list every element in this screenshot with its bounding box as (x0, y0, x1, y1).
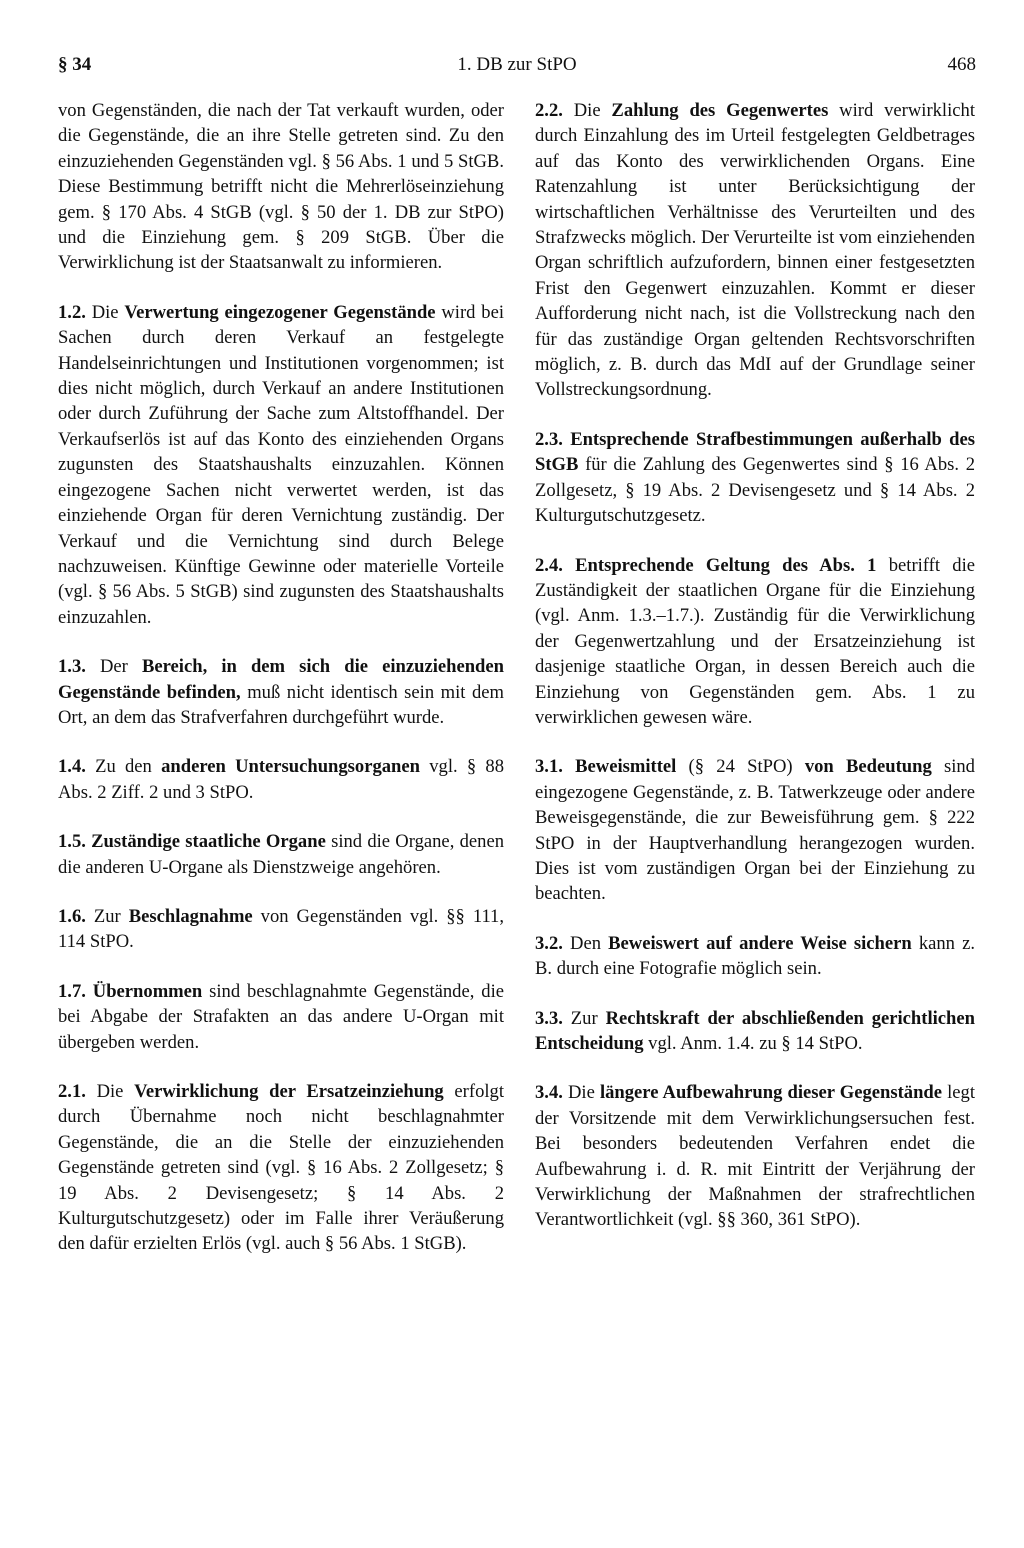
paragraph-text: von Gegenständen, die nach der Tat verkauft wurden, oder die Gegenstände, die an ihre Stelle getreten sind. Zu den einzuziehenden Gegenständen vgl. § 56 Abs. 1 und 5 StGB. Diese Bestimmung betrifft nicht die Mehrerlöseinziehung gem. § 170 Abs. 4 StGB (vgl. § 50 der 1. DB zur StPO) und die Einziehung gem. § 209 StGB. Über die Verwirklichung ist der Staatsanwalt zu informieren. (58, 100, 504, 274)
annotation-paragraph (58, 904, 504, 955)
bold-term: von Bedeutung (804, 756, 932, 778)
annotation-paragraph (535, 427, 975, 529)
paragraph-text (563, 555, 575, 576)
paragraph-text: Die (562, 1082, 600, 1104)
page-header (58, 50, 976, 80)
paragraph-text: für die Zahlung des Gegenwertes sind § 16 Abs. 2 Zollgesetz, § 19 Abs. 2 Devisengesetz und § 14 Abs. 2 Kulturgutschutzgesetz. (535, 454, 975, 527)
bold-term: 2.3. (535, 428, 563, 450)
annotation-paragraph (58, 98, 504, 276)
paragraph-text: Die (85, 301, 125, 323)
left-column (58, 98, 504, 1281)
bold-term: 3.1. (535, 756, 563, 778)
bold-term: 2.4. (535, 554, 563, 576)
page-number: 468 (947, 54, 976, 75)
bold-term: Übernommen (92, 980, 203, 1002)
annotation-paragraph (535, 98, 975, 403)
annotation-paragraph (535, 754, 975, 906)
paragraph-text: vgl. Anm. 1.4. zu § 14 StPO. (643, 1033, 863, 1054)
bold-term: 2.2. (535, 100, 563, 121)
paragraph-text: Der (85, 656, 142, 678)
bold-term: 1.2. (58, 301, 86, 323)
right-column (535, 98, 975, 1257)
bold-term: 3.3. (535, 1007, 563, 1029)
paragraph-text: sind beschlagnahmte Gegenstände, die bei Abgabe der Strafakten an das andere U-Organ mit übergeben werden. (58, 980, 504, 1053)
bold-term: 3.2. (535, 932, 563, 954)
paragraph-text: wird bei Sachen durch deren Verkauf an festgelegte Handelseinrichtungen und Institutionen vorgenommen; ist dies nicht möglich, durch Verkauf an andere Institutionen oder durch Zuführung der Sache zum Altstoffhandel. Der Verkaufserlös ist auf das Konto des einziehenden Organs zugunsten des Staatshaushalts einzuzahlen. Können eingezogene Sachen nicht verwertet werden, ist das einziehende Organ für deren Vernichtung zuständig. Der Verkauf und die Vernichtung sind durch Belege nachzuweisen. Künftige Gewinne oder materielle Vorteile (vgl. § 56 Abs. 5 StGB) sind zugunsten des Staatshaushalts einzuzahlen. (58, 301, 504, 628)
bold-term: Beschlagnahme (128, 905, 253, 927)
bold-term: Zuständige staatliche Organe (91, 831, 326, 853)
paragraph-text: Den (562, 932, 609, 954)
bold-term: längere Aufbewahrung dieser Gegenstände (599, 1082, 943, 1104)
annotation-paragraph (535, 1080, 975, 1232)
annotation-paragraph (535, 553, 975, 731)
bold-term: Zahlung des Gegenwertes (611, 100, 829, 121)
bold-term: 2.1. (58, 1081, 86, 1102)
bold-term: 1.6. (58, 905, 86, 927)
paragraph-text: von Gegenständen vgl. §§ 111, 114 StPO. (58, 905, 504, 953)
bold-term: Rechtskraft der abschließenden gerichtlichen Entscheidung (535, 1007, 975, 1054)
bold-term: Verwertung eingezogener Gegenstände (124, 301, 436, 323)
annotation-paragraph (58, 979, 504, 1055)
bold-term: 1.5. (58, 831, 86, 853)
paragraph-text: sind eingezogene Gegenstände, z. B. Tatwerkzeuge oder andere Beweisgegenstände, die zur Beweisführung gem. § 222 StPO in der Hauptverhandlung herangezogen wurden. Dies ist vom zuständigen Organ bei der Einziehung zu beachten. (535, 756, 975, 905)
bold-term: Entsprechende Strafbestimmungen außerhalb des StGB (535, 428, 975, 476)
bold-term: anderen Untersuchungsorganen (161, 756, 420, 778)
bold-term: 1.4. (58, 756, 86, 778)
paragraph-text: betrifft die Zuständigkeit der staatlichen Organe für die Einziehung (vgl. Anm. 1.3.–1.7.). Zuständig für die Verwirklichung der Gegenwertzahlung und der Ersatzeinziehung ist dasjenige staatliche Organ, in dessen Bereich auch die Einziehung von Gegenständen gem. Abs. 1 zu verwirklichen gewesen wäre. (535, 554, 975, 728)
paragraph-text: legt der Vorsitzende mit dem Verwirklichungsersuchen fest. Bei besonders bedeutenden Verfahren endet die Aufbewahrung i. d. R. mit Eintritt der Verjährung der Verwirklichung der Maßnahmen der strafrechtlichen Verantwortlichkeit (vgl. §§ 360, 361 StPO). (535, 1082, 975, 1231)
annotation-paragraph (58, 654, 504, 730)
bold-term: Bereich, in dem sich die einzuziehenden Gegenstände befinden, (58, 656, 504, 703)
paragraph-text: sind die Organe, denen die anderen U-Organe als Dienstzweige angehören. (58, 831, 504, 878)
bold-term: Entsprechende Geltung des Abs. 1 (575, 554, 877, 576)
paragraph-text: Zur (85, 905, 129, 927)
bold-term: Beweiswert auf andere Weise sichern (608, 932, 912, 954)
paragraph-text: wird verwirklicht durch Einzahlung des im Urteil festgelegten Geldbetrages auf das Konto des verwirklichenden Organs. Eine Ratenzahlung ist unter Berücksichtigung der wirtschaftlichen Verhältnisse des Verurteilten und des Strafzwecks möglich. Der Verurteilte ist vom einziehenden Organ schriftlich aufzufordern, binnen einer festgesetzten Frist den Gegenwert einzuzahlen. Kommt er dieser Aufforderung nicht nach, ist die Vollstreckung nach den für das zuständige Organ geltenden Rechtsvorschriften möglich, z. B. durch das MdI auf der Grundlage seiner Vollstreckungsordnung. (535, 100, 975, 401)
annotation-paragraph (58, 1079, 504, 1257)
bold-term: 1.7. (58, 980, 86, 1002)
paragraph-text: Zu den (85, 756, 162, 778)
bold-term: 3.4. (535, 1082, 563, 1104)
bold-term: 1.3. (58, 656, 86, 678)
annotation-paragraph (535, 1006, 975, 1057)
paragraph-text: vgl. § 88 Abs. 2 Ziff. 2 und 3 StPO. (58, 756, 504, 803)
paragraph-text: Die (562, 100, 612, 121)
annotation-paragraph (58, 829, 504, 880)
paragraph-text: erfolgt durch Übernahme noch nicht beschlagnahmter Gegenstände, die an die Stelle der einzuziehenden Gegenstände getreten sind (vgl. § 16 Abs. 2 Zollgesetz; § 19 Abs. 2 Devisengesetz; § 14 Abs. 2 Kulturgutschutzgesetz) oder im Falle ihrer Veräußerung den dafür erzielten Erlös (vgl. auch § 56 Abs. 1 StGB). (58, 1081, 504, 1255)
bold-term: Verwirklichung der Ersatzeinziehung (134, 1081, 444, 1102)
annotation-paragraph (58, 300, 504, 630)
paragraph-text (563, 756, 575, 777)
annotation-paragraph (535, 931, 975, 982)
paragraph-text: muß nicht identisch sein mit dem Ort, an dem das Strafverfahren durchgeführt wurde. (58, 681, 505, 728)
paragraph-text (86, 981, 93, 1002)
paragraph-text: Die (85, 1081, 135, 1102)
paragraph-text: Zur (562, 1007, 606, 1029)
section-marker: § 34 (58, 54, 92, 75)
bold-term: Beweismittel (575, 756, 677, 778)
annotation-paragraph (58, 754, 504, 805)
running-title: 1. DB zur StPO (457, 54, 577, 75)
paragraph-text: (§ 24 StPO) (676, 756, 805, 778)
paragraph-text: kann z. B. durch eine Fotografie möglich sein. (535, 932, 975, 980)
